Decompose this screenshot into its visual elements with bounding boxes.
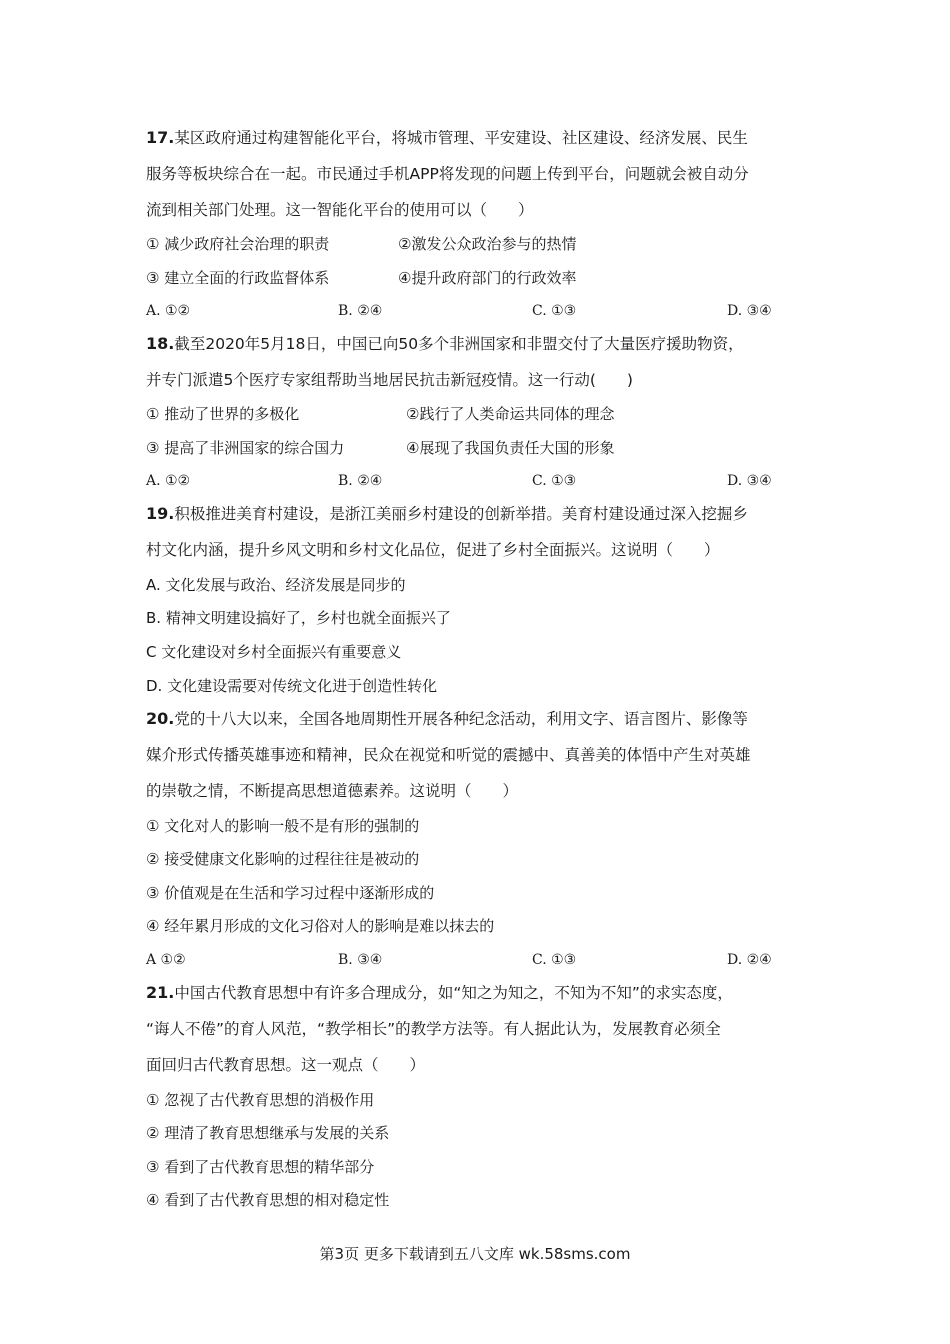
- q20-number: 20.: [146, 709, 175, 728]
- page-footer: 第3页 更多下载请到五八文库 wk.58sms.com: [319, 1245, 631, 1263]
- q21-statement-2: ② 理清了教育思想继承与发展的关系: [146, 1124, 390, 1142]
- q18-number: 18.: [146, 334, 175, 353]
- q21-statement-3: ③ 看到了古代教育思想的精华部分: [146, 1158, 375, 1176]
- q20-option-d: D. ②④: [727, 952, 772, 968]
- q21-line-3: 面回归古代教育思想。这一观点（ ）: [146, 1056, 426, 1074]
- q18-line-2: 并专门派遣5个医疗专家组帮助当地居民抗击新冠疫情。这一行动( ): [146, 371, 633, 389]
- q18-option-c: C. ①③: [532, 473, 577, 489]
- q19-option-b: B. 精神文明建设搞好了，乡村也就全面振兴了: [146, 609, 451, 627]
- q19-option-c: C 文化建设对乡村全面振兴有重要意义: [146, 643, 402, 661]
- q19-option-d: D. 文化建设需要对传统文化进于创造性转化: [146, 677, 438, 695]
- q18-option-b: B. ②④: [338, 473, 383, 489]
- q17-line-2: 服务等板块综合在一起。市民通过手机APP将发现的问题上传到平台，问题就会被自动分: [146, 165, 749, 183]
- q21-text-1: 中国古代教育思想中有许多合理成分，如“知之为知之，不知为不知”的求实态度，: [174, 984, 733, 1002]
- q20-option-c: C. ①③: [532, 952, 577, 968]
- q18-text-1: 截至2020年5月18日，中国已向50多个非洲国家和非盟交付了大量医疗援助物资，: [174, 335, 744, 353]
- q20-line-2: 媒介形式传播英雄事迹和精神，民众在视觉和听觉的震撼中、真善美的体悟中产生对英雄: [146, 746, 751, 764]
- q18-option-a: A. ①②: [146, 473, 191, 489]
- q21-line-1: [146, 983, 733, 1003]
- q17-option-c: C. ①③: [532, 303, 577, 319]
- q20-line-1: [146, 709, 748, 729]
- q18-statement-4: ④展现了我国负责任大国的形象: [406, 439, 615, 457]
- q19-line-2: 村文化内涵，提升乡风文明和乡村文化品位，促进了乡村全面振兴。这说明（ ）: [146, 541, 720, 559]
- q17-line-1: [146, 128, 748, 148]
- q18-line-1: [146, 334, 744, 354]
- q21-statement-4: ④ 看到了古代教育思想的相对稳定性: [146, 1191, 390, 1209]
- q17-text-1: 某区政府通过构建智能化平台，将城市管理、平安建设、社区建设、经济发展、民生: [174, 129, 748, 147]
- q17-option-a: A. ①②: [146, 303, 191, 319]
- q18-option-d: D. ③④: [727, 473, 772, 489]
- q21-statement-1: ① 忽视了古代教育思想的消极作用: [146, 1091, 375, 1109]
- q18-statement-1: ① 推动了世界的多极化: [146, 405, 300, 423]
- q19-number: 19.: [146, 504, 175, 523]
- q20-line-3: 的崇敬之情，不断提高思想道德素养。这说明（ ）: [146, 782, 519, 800]
- q17-statement-3: ③ 建立全面的行政监督体系: [146, 269, 330, 287]
- q20-statement-1: ① 文化对人的影响一般不是有形的强制的: [146, 817, 420, 835]
- q17-statement-4: ④提升政府部门的行政效率: [398, 269, 577, 287]
- q20-option-a: A ①②: [146, 952, 186, 968]
- q17-option-b: B. ②④: [338, 303, 383, 319]
- q17-statement-1: ① 减少政府社会治理的职责: [146, 235, 330, 253]
- q20-statement-3: ③ 价值观是在生活和学习过程中逐渐形成的: [146, 884, 435, 902]
- q18-statement-3: ③ 提高了非洲国家的综合国力: [146, 439, 345, 457]
- q18-statement-2: ②践行了人类命运共同体的理念: [406, 405, 615, 423]
- q20-statement-2: ② 接受健康文化影响的过程往往是被动的: [146, 850, 420, 868]
- q20-text-1: 党的十八大以来，全国各地周期性开展各种纪念活动，利用文字、语言图片、影像等: [174, 710, 748, 728]
- q19-option-a: A. 文化发展与政治、经济发展是同步的: [146, 576, 406, 594]
- q19-line-1: [146, 504, 748, 524]
- q19-text-1: 积极推进美育村建设，是浙江美丽乡村建设的创新举措。美育村建设通过深入挖掘乡: [174, 505, 748, 523]
- q21-line-2: “诲人不倦”的育人风范，“教学相长”的教学方法等。有人据此认为，发展教育必须全: [146, 1020, 721, 1038]
- q17-line-3: 流到相关部门处理。这一智能化平台的使用可以（ ）: [146, 201, 534, 219]
- q17-option-d: D. ③④: [727, 303, 772, 319]
- q17-number: 17.: [146, 128, 175, 147]
- q20-statement-4: ④ 经年累月形成的文化习俗对人的影响是难以抹去的: [146, 917, 495, 935]
- q21-number: 21.: [146, 983, 175, 1002]
- q17-statement-2: ②激发公众政治参与的热情: [398, 235, 577, 253]
- q20-option-b: B. ③④: [338, 952, 383, 968]
